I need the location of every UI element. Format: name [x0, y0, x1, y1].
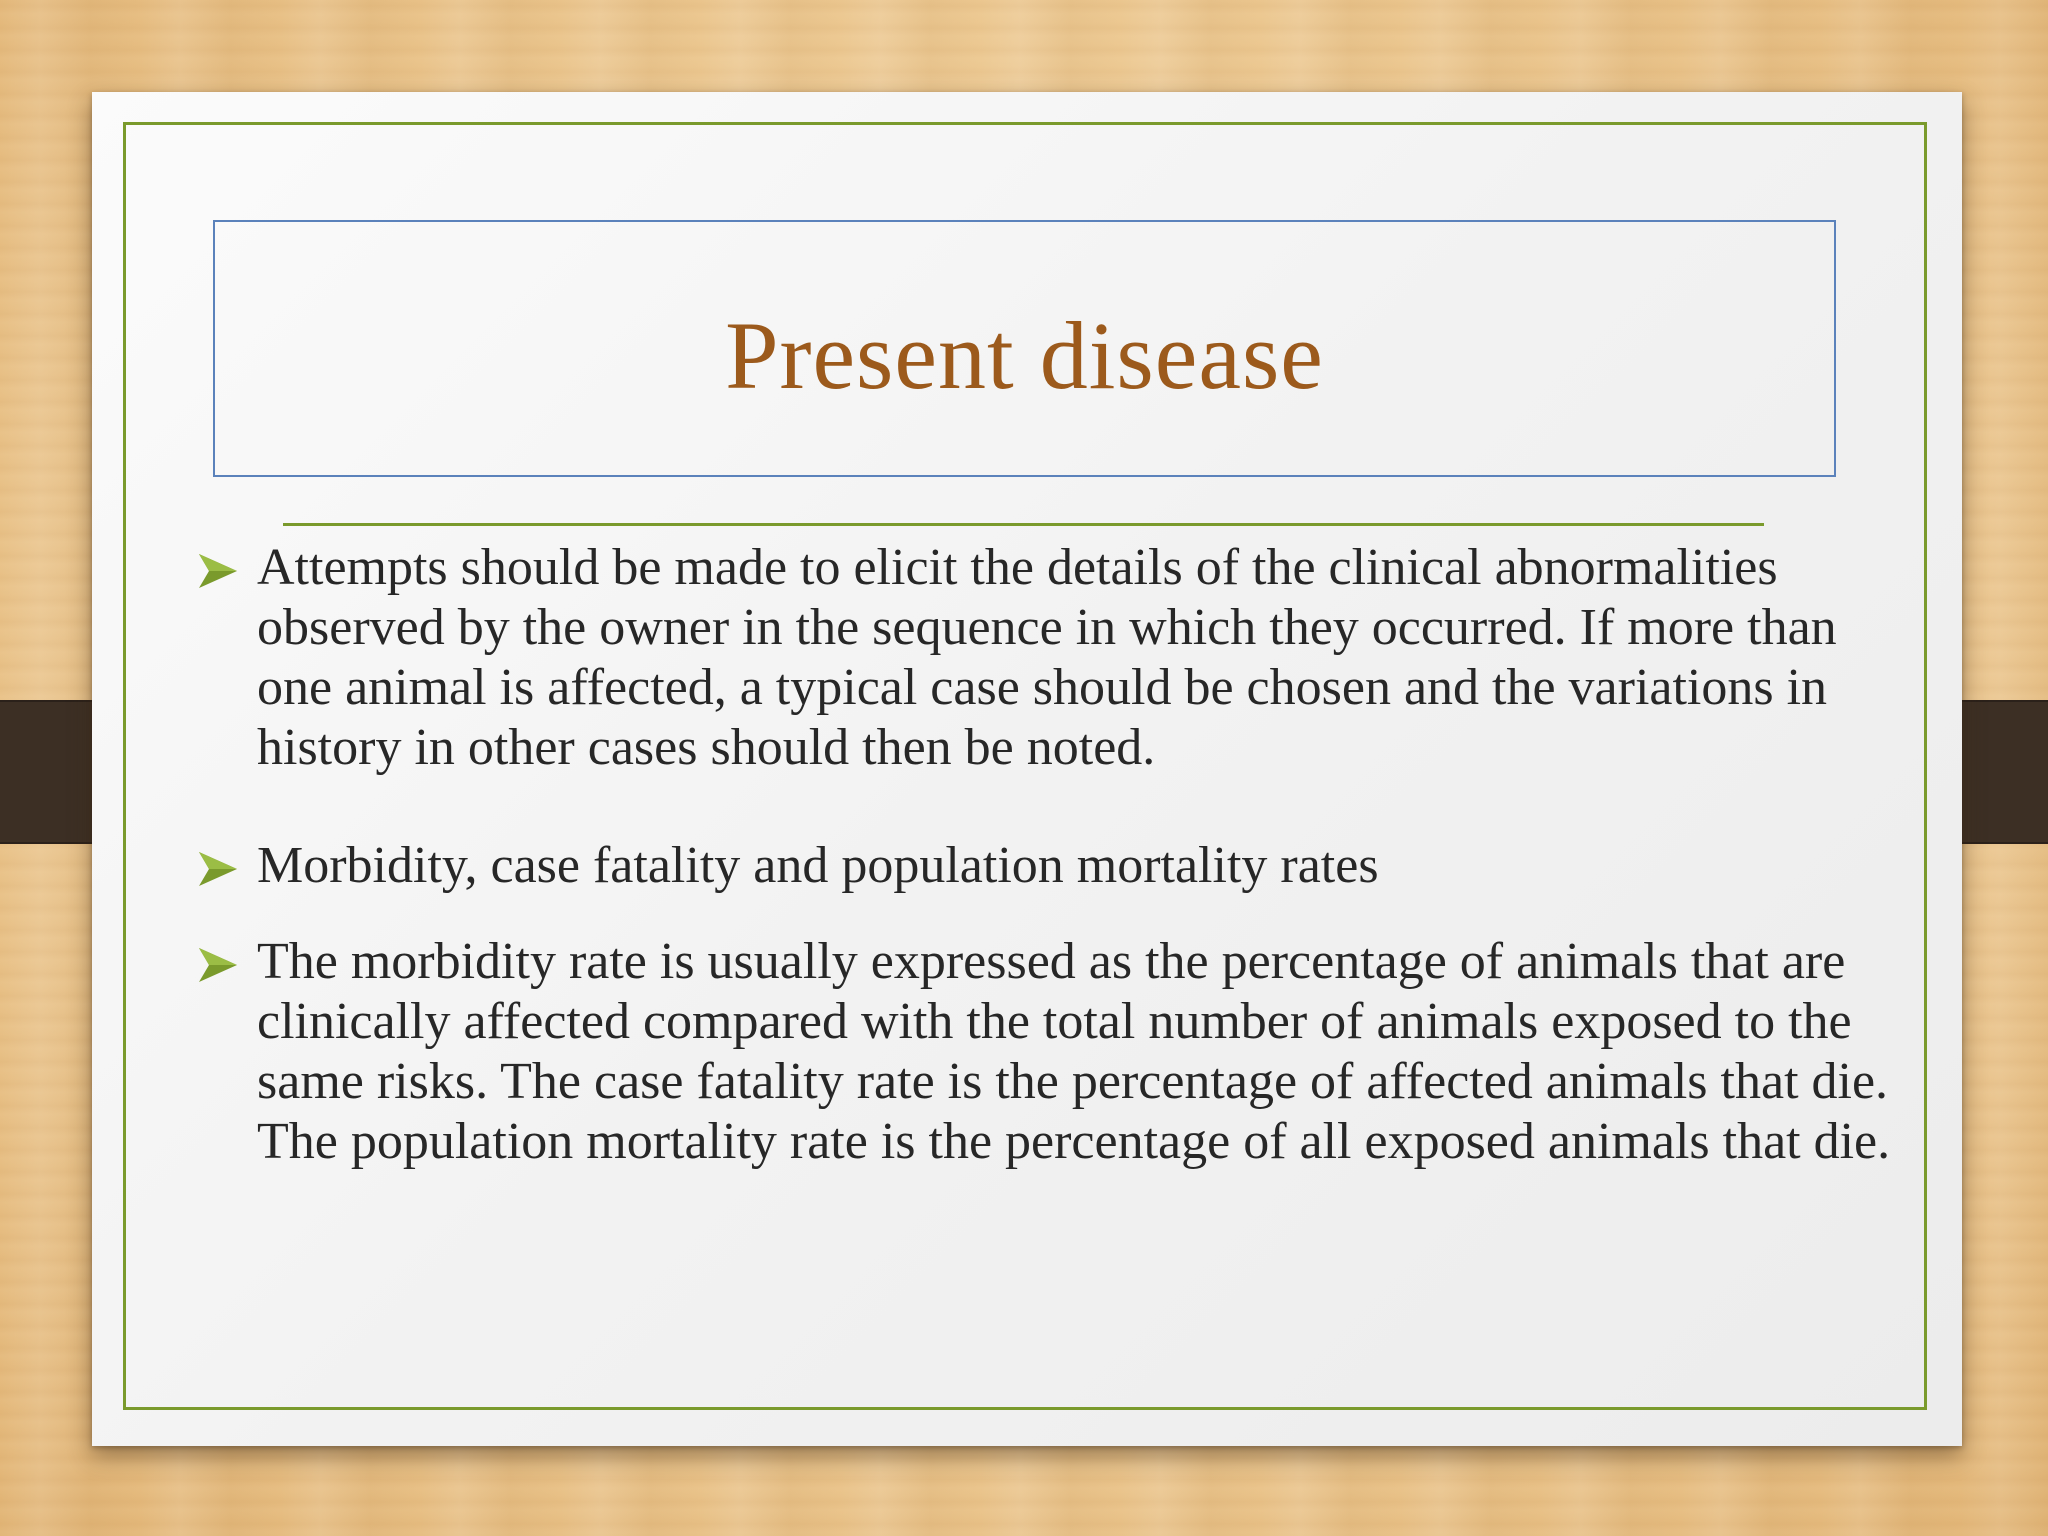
slide-card — [92, 92, 1962, 1446]
bullet-text: The morbidity rate is usually expressed as the percentage of animals that are clinically affected compared with the total number of animals exposed to the same risks. The case fatality rate is the percentage of affected animals that die. The population mortality rate is the percentage of all exposed animals that die. — [257, 933, 1891, 1170]
arrowhead-bullet-icon — [197, 552, 239, 590]
title-box — [213, 220, 1836, 477]
bullet-item — [197, 836, 1897, 896]
title-divider — [283, 523, 1764, 526]
arrowhead-bullet-icon — [197, 850, 239, 888]
bullet-item — [197, 538, 1897, 778]
bullet-text: Morbidity, case fatality and population mortality rates — [257, 837, 1379, 894]
slide-title: Present disease — [725, 302, 1324, 409]
bullet-list — [197, 538, 1897, 1172]
bullet-item — [197, 932, 1897, 1172]
bullet-text: Attempts should be made to elicit the details of the clinical abnormalities observed by the owner in the sequence in which they occurred. If more than one animal is affected, a typical case should be chosen and the variations in history in other cases should then be noted. — [257, 539, 1837, 776]
arrowhead-bullet-icon — [197, 946, 239, 984]
